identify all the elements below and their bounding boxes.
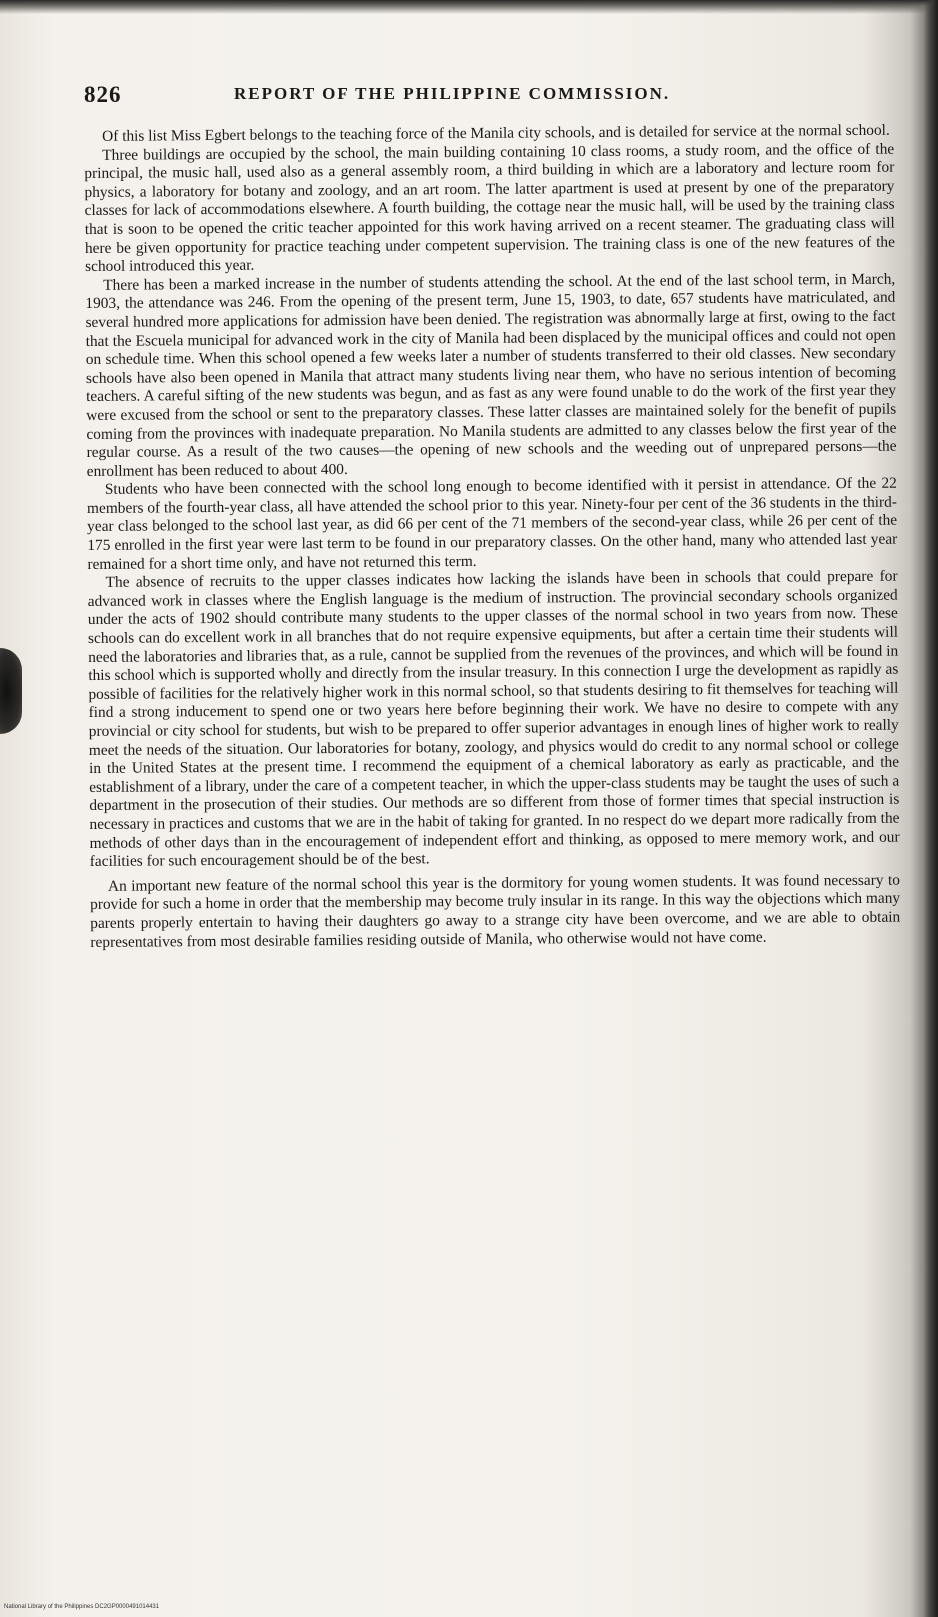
paragraph-3: There has been a marked increase in the number of students attending the school. At the end of the last school term, in March, 1903, the attendance was 246. From the opening of the present term, June 15, 1903, to date, 657 students have matriculated, and several hundred more applications for admission have been denied. The registration was abnormally large at first, owing to the fact that the Escuela municipal for advanced work in the city of Manila had been displaced by the municipal offices and could not open on schedule time. When this school opened a few weeks later a number of students transferred to their old classes. New secondary schools have also been opened in Manila that attract many students living near them, who have no serious intention of becoming teachers. A careful sifting of the new students was begun, and as fast as any were found unable to do the work of the first year they were excused from the school or sent to the preparatory classes. These latter classes are maintained solely for the benefit of pupils coming from the provinces with inadequate preparation. No Manila students are admitted to any classes below the first year of the regular course. As a result of the two causes—the opening of new schools and the weeding out of unprepared persons—the enrollment has been reduced to about 400.	[85, 270, 897, 480]
running-title: REPORT OF THE PHILIPPINE COMMISSION.	[234, 84, 671, 103]
paragraph-6: An important new feature of the normal school this year is the dormitory for young women students. It was found necessary to provide for such a home in order that the membership may become truly insular in its range. In this way the objections which many parents properly entertain to having their daughters go away to a strange city have been overcome, and we are able to obtain representatives from most desirable families residing outside of Manila, who otherwise would not have come.	[90, 871, 901, 951]
body-text	[84, 122, 900, 952]
scan-top-shadow	[0, 0, 938, 14]
page-header	[84, 72, 904, 112]
scan-footer-note: National Library of the Philippines DC2GP0000491014431	[4, 1604, 160, 1610]
page-number: 826	[84, 82, 122, 107]
scan-right-edge	[924, 0, 938, 1617]
paragraph-1: Of this list Miss Egbert belongs to the teaching force of the Manila city schools, and is detailed for service at the normal school.	[101, 121, 890, 145]
binding-hole	[0, 648, 22, 734]
paragraph-2: Three buildings are occupied by the school, the main building containing 10 class rooms, a study room, and the office of the principal, the music hall, used also as a general assembly room, a third building in which are a laboratory and lecture room for physics, a laboratory for botany and zoology, and an art room. The latter apartment is used at present by one of the preparatory classes for lack of accommodations elsewhere. A fourth building, the cottage near the music hall, will be used by the training class that is soon to be opened the critic teacher appointed for this work having arrived on a recent steamer. The graduating class will here be given opportunity for practice teaching under competent supervision. The training class is one of the new features of the school introduced this year.	[84, 140, 895, 276]
paragraph-5: The absence of recruits to the upper classes indicates how lacking the islands have been in schools that could prepare for advanced work in classes where the English language is the medium of instruction. The provincial secondary schools organized under the acts of 1902 should contribute many students to the upper classes of the normal school in two years from now. These schools can do excellent work in all branches that do not require expensive equipments, but after a certain time their students will need the laboratories and libraries that, as a rule, cannot be supplied from the revenues of the provinces, and which will be found in this school which is supported wholly and directly from the insular treasury. In this connection I urge the development as rapidly as possible of facilities for the relatively higher work in this normal school, so that students desiring to fit themselves for teaching will find a strong inducement to spend one or two years here before beginning their work. We have no desire to compete with any provincial or city school for students, but wish to be prepared to offer superior advantages in enough lines of higher work to really meet the needs of the situation. Our laboratories for botany, zoology, and physics would do credit to any normal school or college in the United States at the present time. I recommend the equipment of a chemical laboratory as early as practicable, and the establishment of a library, under the care of a competent teacher, in which the upper-class students may be taught the uses of such a department in the prosecution of their studies. Our methods are so different from those of former times that special instruction is necessary in practices and customs that we are in the habit of taking for granted. In no respect do we depart more radically from the methods of other days than in the encouragement of independent effort and thinking, as opposed to mere memory work, and our facilities for such encouragement should be of the best.	[87, 567, 900, 871]
paragraph-4: Students who have been connected with the school long enough to become identified with it persist in attendance. Of the 22 members of the fourth-year class, all have attended the school prior to this year. Ninety-four per cent of the 36 students in the third-year class belonged to the school last year, as did 66 per cent of the 71 members of the second-year class, while 26 per cent of the 175 enrolled in the first year were last term to be found in our preparatory classes. On the other hand, many who attended last year remained for a short time only, and have not returned this term.	[86, 474, 898, 573]
